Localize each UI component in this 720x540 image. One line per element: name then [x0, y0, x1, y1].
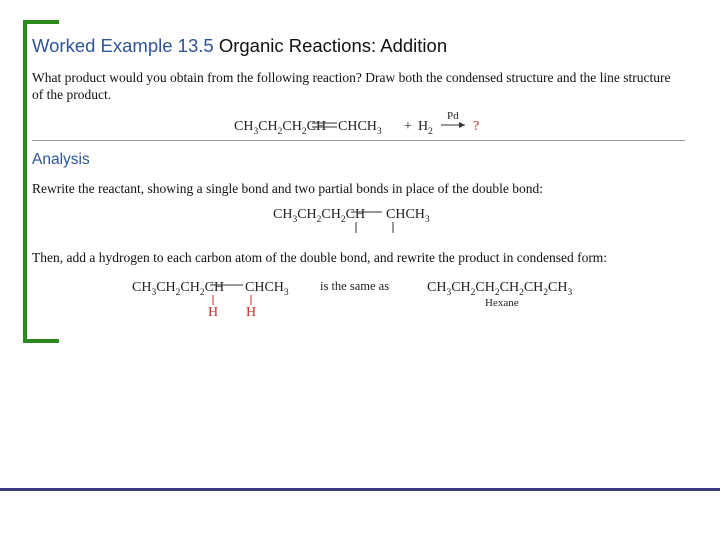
analysis-step-1: Rewrite the reactant, showing a single bond and two partial bonds in place of the double bond: [32, 181, 543, 196]
added-hydrogen-right: H [246, 305, 257, 320]
product-structure [132, 279, 572, 320]
hexane-name: Hexane [485, 297, 519, 309]
reaction-equation [234, 110, 479, 137]
same-as-label: is the same as [320, 279, 390, 293]
reactant-left: $CH_3CH_2CH_2CH$ [234, 119, 327, 137]
reaction-arrow-head [459, 122, 465, 128]
hydrogen-molecule: $H_2$ [418, 119, 433, 137]
analysis-step-2: Then, add a hydrogen to each carbon atom of the double bond, and rewrite the product in condensed form: [32, 250, 608, 265]
catalyst-label: Pd [447, 110, 459, 122]
intro-text: What product would you obtain from the following reaction? Draw both the condensed structure and the line structure of the product. [32, 70, 671, 102]
title-highlight: Worked Example 13.5 [32, 35, 214, 56]
hexane-condensed: $CH_3CH_2CH_2CH_2CH_2CH_3$ [427, 280, 573, 298]
unknown-product: ? [473, 119, 480, 134]
product-right: $CHCH_3$ [245, 280, 289, 298]
plus-sign: + [404, 119, 412, 134]
partial-right: $CHCH_3$ [386, 207, 430, 225]
analysis-heading: Analysis [32, 151, 90, 168]
partial-bond-structure [273, 207, 430, 233]
partial-left: $CH_3CH_2CH_2CH$ [273, 207, 366, 225]
reactant-right: $CHCH_3$ [338, 119, 382, 137]
product-left: $CH_3CH_2CH_2CH$ [132, 280, 225, 298]
title-rest: Organic Reactions: Addition [218, 35, 448, 56]
added-hydrogen-left: H [208, 305, 219, 320]
